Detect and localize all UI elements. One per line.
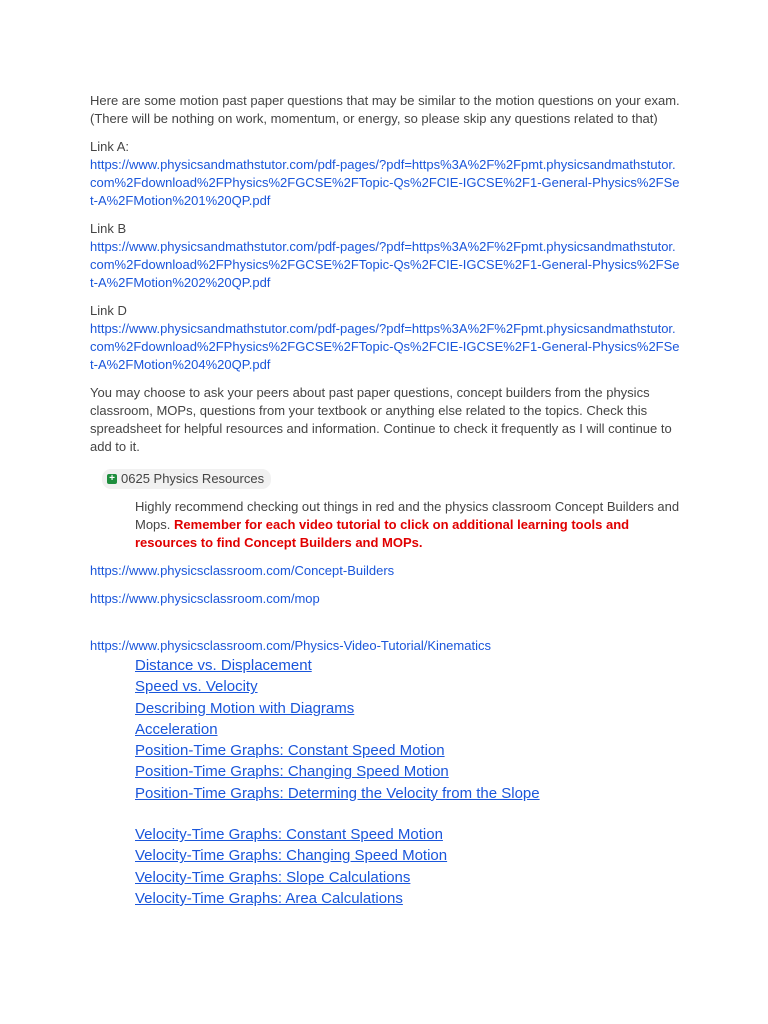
chip-label: 0625 Physics Resources [121, 471, 265, 486]
video-link[interactable]: Velocity-Time Graphs: Area Calculations [135, 889, 403, 907]
recommend-red-text: Remember for each video tutorial to click on additional learning tools and resources to find Concept Builders and MOPs. [135, 517, 630, 550]
mop-link[interactable]: https://www.physicsclassroom.com/mop [90, 591, 320, 606]
video-link[interactable]: Velocity-Time Graphs: Constant Speed Motion [135, 826, 443, 844]
document-page [90, 92, 680, 909]
kinematics-link[interactable]: https://www.physicsclassroom.com/Physics-Video-Tutorial/Kinematics [90, 638, 491, 653]
concept-builders-link[interactable]: https://www.physicsclassroom.com/Concept-Builders [90, 563, 395, 578]
link-label: Link A: [90, 139, 130, 154]
resource-chip-row [90, 468, 680, 489]
video-link[interactable]: Position-Time Graphs: Changing Speed Motion [135, 763, 449, 781]
video-link[interactable]: Velocity-Time Graphs: Changing Speed Motion [135, 847, 448, 865]
video-link[interactable]: Distance vs. Displacement [135, 657, 312, 674]
video-link[interactable]: Velocity-Time Graphs: Slope Calculations [135, 868, 411, 886]
peers-paragraph: You may choose to ask your peers about past paper questions, concept builders from the physics classroom, MOPs, questions from your textbook or anything else related to the topics. Check this spreadsheet for helpful resources and information. Continue to check it frequently as I will continue to add to it. [90, 385, 672, 454]
recommend-text: Highly recommend checking out things in red and the physics classroom Concept Builders and Mops. [135, 499, 680, 532]
video-link[interactable]: Acceleration [135, 720, 218, 738]
spreadsheet-icon: + [107, 474, 117, 484]
link-block-a [90, 138, 680, 210]
past-paper-link[interactable]: https://www.physicsandmathstutor.com/pdf-pages/?pdf=https%3A%2F%2Fpmt.physicsandmathstutor.com%2Fdownload%2FPhysics%2FGCSE%2FTopic-Qs%2FCIE-IGCSE%2F1-General-Physics%2FSet-A%2FMotion%204%20QP.pdf [90, 321, 680, 372]
link-block-d [90, 302, 680, 374]
video-link[interactable]: Describing Motion with Diagrams [135, 699, 355, 717]
link-label: Link D [90, 303, 127, 318]
past-paper-link[interactable]: https://www.physicsandmathstutor.com/pdf-pages/?pdf=https%3A%2F%2Fpmt.physicsandmathstutor.com%2Fdownload%2FPhysics%2FGCSE%2FTopic-Qs%2FCIE-IGCSE%2F1-General-Physics%2FSet-A%2FMotion%201%20QP.pdf [90, 157, 680, 208]
past-paper-link[interactable]: https://www.physicsandmathstutor.com/pdf-pages/?pdf=https%3A%2F%2Fpmt.physicsandmathstutor.com%2Fdownload%2FPhysics%2FGCSE%2FTopic-Qs%2FCIE-IGCSE%2F1-General-Physics%2FSet-A%2FMotion%202%20QP.pdf [90, 239, 680, 290]
recommend-paragraph [90, 498, 680, 552]
video-link[interactable]: Speed vs. Velocity [135, 678, 258, 696]
video-link[interactable]: Position-Time Graphs: Constant Speed Motion [135, 742, 445, 760]
link-label: Link B [90, 221, 127, 236]
video-tutorial-list [90, 655, 680, 909]
intro-paragraph: Here are some motion past paper questions that may be similar to the motion questions on your exam. (There will be nothing on work, momentum, or energy, so please skip any questions related to that) [90, 93, 680, 126]
link-block-b [90, 220, 680, 292]
spreadsheet-chip[interactable] [102, 469, 271, 489]
video-link[interactable]: Position-Time Graphs: Determing the Velocity from the Slope [135, 784, 540, 802]
spacer [135, 804, 680, 824]
